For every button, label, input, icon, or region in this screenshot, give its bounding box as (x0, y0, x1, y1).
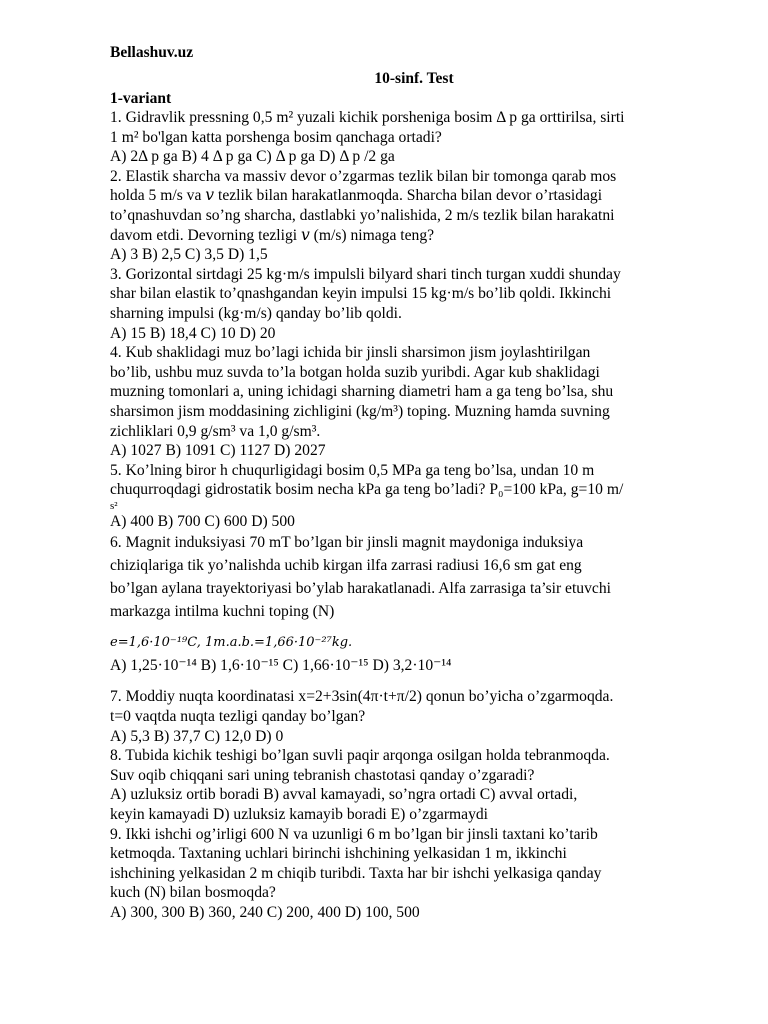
question-2 (110, 167, 710, 265)
question-6 (110, 531, 710, 677)
answer-options: A) 400 B) 700 C) 600 D) 500 (110, 512, 295, 530)
question-line: s² (110, 499, 118, 512)
answer-options: keyin kamayadi D) uzluksiz kamayib boradi E) o’zgarmaydi (110, 806, 489, 824)
answer-options: A) 300, 300 B) 360, 240 C) 200, 400 D) 100, 500 (110, 904, 420, 921)
question-line: 1. Gidravlik pressning 0,5 m² yuzali kichik porsheniga bosim Δ p ga orttirilsa, sirti (110, 109, 625, 126)
variant-label: 1-variant (110, 90, 172, 107)
question-line: ketmoqda. Taxtaning uchlari birinchi ishchining yelkasidan 1 m, ikkinchi (110, 845, 567, 863)
question-line: bo’lib, ushbu muz suvda to’la botgan holda suzib yuribdi. Agar kub shaklidagi (110, 363, 600, 381)
question-9 (110, 825, 710, 923)
page-title: 10-sinf. Test (374, 70, 454, 87)
question-line: ishchining yelkasidan 2 m chiqib turibdi. Taxta har bir ishchi yelkasiga qanday (110, 864, 602, 882)
given-constants: e=1,6·10⁻¹⁹C, 1m.a.b.=1,66·10⁻²⁷kg. (110, 635, 353, 651)
question-line: 5. Ko’lning biror h chuqurligidagi bosim 0,5 MPa ga teng bo’lsa, undan 10 m (110, 461, 595, 479)
question-line: 9. Ikki ishchi og’irligi 600 N va uzunligi 6 m bo’lgan bir jinsli taxtani ko’tarib (110, 825, 598, 843)
question-line: Suv oqib chiqqani sari uning tebranish chastotasi qanday o’zgaradi? (110, 766, 535, 784)
answer-options: A) 3 B) 2,5 C) 3,5 D) 1,5 (110, 246, 268, 264)
question-line: 3. Gorizontal sirtdagi 25 kg·m/s impulsli bilyard shari tinch turgan xuddi shunday (110, 265, 621, 283)
question-7 (110, 687, 710, 746)
question-line: muzning tomonlari a, uning ichidagi sharning diametri ham a ga teng bo’lsa, shu (110, 383, 614, 401)
question-line: holda 5 m/s va 𝑣 tezlik bilan harakatlanmoqda. Sharcha bilan devor o’rtasidagi (110, 187, 603, 205)
answer-options: A) 1027 B) 1091 C) 1127 D) 2027 (110, 442, 326, 460)
questions-body (110, 108, 710, 923)
question-4 (110, 343, 710, 461)
question-line: davom etdi. Devorning tezligi 𝑣 (m/s) nimaga teng? (110, 226, 435, 244)
question-line: 4. Kub shaklidagi muz bo’lagi ichida bir jinsli sharsimon jism joylashtirilgan (110, 344, 591, 362)
question-5 (110, 461, 710, 532)
site-name: Bellashuv.uz (110, 44, 194, 61)
question-line: shar bilan elastik to’qnashgandan keyin impulsi 15 kg·m/s bo’lib qoldi. Ikkinchi (110, 285, 612, 303)
question-line: markazga intilma kuchni toping (N) (110, 603, 335, 621)
question-line: sharsimon jism moddasining zichligini (kg/m³) toping. Muzning hamda suvning (110, 402, 610, 420)
question-line: chiziqlariga tik yo’nalishda uchib kirgan ilfa zarrasi radiusi 16,6 sm gat eng (110, 557, 582, 575)
question-1 (110, 108, 710, 167)
question-line: t=0 vaqtda nuqta tezligi qanday bo’lgan? (110, 708, 366, 726)
question-line: 6. Magnit induksiyasi 70 mT bo’lgan bir jinsli magnit maydoniga induksiya (110, 534, 584, 552)
question-line: sharning impulsi (kg·m/s) qanday bo’lib qoldi. (110, 304, 402, 322)
question-3 (110, 265, 710, 343)
answer-options: A) 5,3 B) 37,7 C) 12,0 D) 0 (110, 727, 284, 745)
answer-options: A) 2Δ p ga B) 4 Δ p ga C) Δ p ga D) Δ p /2 ga (110, 148, 395, 166)
answer-options: A) 1,25·10⁻¹⁴ B) 1,6·10⁻¹⁵ C) 1,66·10⁻¹⁵ D) 3,2·10⁻¹⁴ (110, 657, 452, 675)
question-line: zichliklari 0,9 g/sm³ va 1,0 g/sm³. (110, 422, 321, 440)
question-line: to’qnashuvdan so’ng sharcha, dastlabki yo’nalishida, 2 m/s tezlik bilan harakatni (110, 206, 615, 224)
question-line: 8. Tubida kichik teshigi bo’lgan suvli paqir arqonga osilgan holda tebranmoqda. (110, 747, 610, 765)
question-line: 1 m² bo'lgan katta porshenga bosim qanchaga ortadi? (110, 128, 442, 146)
answer-options: A) 15 B) 18,4 C) 10 D) 20 (110, 324, 276, 342)
question-line: bo’lgan aylana trayektoriyasi bo’ylab harakatlanadi. Alfa zarrasiga ta’sir etuvchi (110, 580, 611, 598)
question-line: chuqurroqdagi gidrostatik bosim necha kPa ga teng bo’ladi? P₀=100 kPa, g=10 m/ (110, 481, 624, 499)
question-8 (110, 746, 710, 824)
question-line: 2. Elastik sharcha va massiv devor o’zgarmas tezlik bilan bir tomonga qarab mos (110, 167, 617, 185)
question-line: 7. Moddiy nuqta koordinatasi x=2+3sin(4π·t+π/2) qonun bo’yicha o’zgarmoqda. (110, 688, 614, 706)
answer-options: A) uzluksiz ortib boradi B) avval kamayadi, so’ngra ortadi C) avval ortadi, (110, 786, 578, 804)
question-line: kuch (N) bilan bosmoqda? (110, 884, 276, 902)
